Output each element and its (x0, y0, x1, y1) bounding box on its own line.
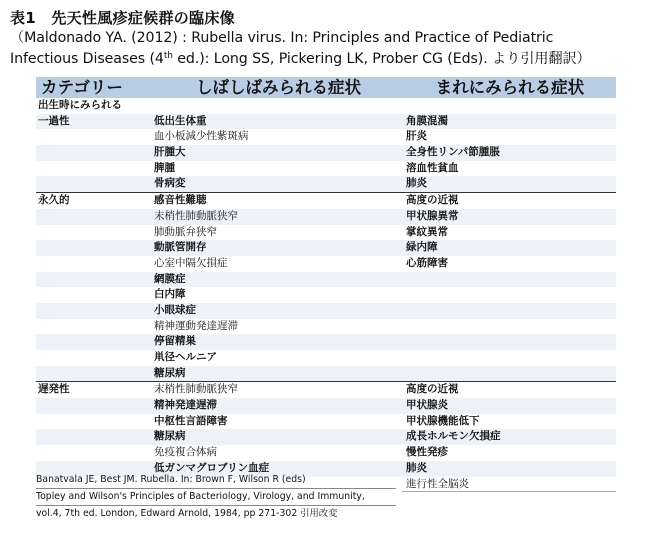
reference-line-3: vol.4, 7th ed. London, Edward Arnold, 1984, pp 271-302 引用改変 (36, 508, 338, 519)
rare-symptom-cell: 緑内障 (406, 241, 438, 254)
common-symptom-cell: 骨病変 (154, 177, 186, 190)
table-row (36, 381, 616, 398)
table-row (36, 225, 616, 241)
common-symptom-cell: 糖尿病 (154, 430, 186, 443)
rare-symptom-cell (402, 319, 616, 335)
common-symptom-cell: 精神運動発達遅滞 (154, 319, 238, 332)
category-cell (36, 225, 149, 241)
table-row (36, 129, 616, 145)
references (36, 472, 396, 522)
rare-symptom-cell: 肺炎 (406, 177, 427, 190)
rare-symptom-cell: 溶血性貧血 (406, 161, 459, 174)
table-title: 表1 先天性風疹症候群の臨床像 (10, 9, 235, 27)
category-cell (36, 287, 149, 303)
common-symptom-cell: 脾腫 (154, 161, 175, 174)
table-row (36, 319, 616, 335)
rare-symptom-cell: 角膜混濁 (406, 114, 448, 127)
rare-symptom-cell: 甲状腺機能低下 (406, 414, 480, 427)
common-symptom-cell: 糖尿病 (154, 366, 186, 379)
rare-symptom-cell: 高度の近視 (406, 194, 459, 207)
category-cell (36, 176, 149, 192)
table-row (36, 192, 616, 209)
citation-superscript: th (163, 51, 173, 61)
category-cell: 遅発性 (38, 383, 70, 396)
category-cell (36, 429, 149, 445)
rare-symptom-cell: 慢性発疹 (406, 446, 448, 459)
header-category: カテゴリー (41, 78, 123, 97)
table-row (36, 161, 616, 177)
category-cell: 永久的 (38, 194, 70, 207)
table-row (36, 209, 616, 225)
category-cell (36, 414, 149, 430)
common-symptom-cell: 感音性難聴 (154, 194, 207, 207)
header-rare-symptoms: まれにみられる症状 (435, 78, 585, 97)
common-symptom-cell: 低出生体重 (154, 114, 207, 127)
common-symptom-cell: 中枢性言語障害 (154, 414, 228, 427)
rare-symptom-cell: 全身性リンパ節腫脹 (406, 146, 500, 159)
common-symptom-cell: 停留精巣 (154, 335, 196, 348)
rare-symptom-cell: 肺炎 (406, 461, 427, 474)
common-symptom-cell: 末梢性肺動脈狭窄 (154, 383, 238, 396)
clinical-features-table (36, 77, 616, 492)
rare-symptom-cell (402, 272, 616, 288)
table-row (36, 350, 616, 366)
common-symptom-cell: 免疫複合体病 (154, 446, 217, 459)
rare-symptom-cell: 高度の近視 (406, 383, 459, 396)
category-cell (36, 303, 149, 319)
common-symptom-cell (149, 98, 402, 114)
rare-symptom-cell (402, 334, 616, 350)
rare-symptom-cell (402, 366, 616, 382)
table-row (36, 287, 616, 303)
category-cell (36, 350, 149, 366)
common-symptom-cell: 精神発達遅滞 (154, 399, 217, 412)
table-row (36, 366, 616, 382)
category-cell (36, 256, 149, 272)
rare-symptom-cell: 心筋障害 (406, 256, 448, 269)
category-cell (36, 398, 149, 414)
category-cell (36, 129, 149, 145)
table-row (36, 114, 616, 130)
table-body (36, 98, 616, 492)
common-symptom-cell: 低ガンマグロブリン血症 (154, 461, 270, 474)
category-cell (36, 445, 149, 461)
category-cell (36, 319, 149, 335)
rare-symptom-cell (402, 287, 616, 303)
table-header-row (36, 77, 616, 98)
citation-line-2 (10, 49, 650, 70)
table-row (36, 176, 616, 192)
common-symptom-cell: 小眼球症 (154, 303, 196, 316)
table-row (36, 145, 616, 161)
table-row (36, 303, 616, 319)
table-row (36, 334, 616, 350)
common-symptom-cell: 末梢性肺動脈狭窄 (154, 209, 238, 222)
rare-symptom-cell: 成長ホルモン欠損症 (406, 430, 501, 443)
table-row (36, 256, 616, 272)
table-row (36, 272, 616, 288)
rare-symptom-cell: 進行性全脳炎 (402, 477, 616, 493)
table-row (36, 240, 616, 256)
common-symptom-cell: 動脈管開存 (154, 241, 207, 254)
table-row (36, 398, 616, 414)
reference-line-2: Topley and Wilson's Principles of Bacteriology, Virology, and Immunity, (36, 489, 396, 506)
common-symptom-cell: 肝腫大 (154, 146, 186, 159)
common-symptom-cell: 血小板減少性紫斑病 (154, 130, 249, 143)
common-symptom-cell: 心室中隔欠損症 (154, 256, 228, 269)
category-cell (36, 209, 149, 225)
common-symptom-cell: 網膜症 (154, 272, 186, 285)
rare-symptom-cell (402, 350, 616, 366)
table-row (36, 445, 616, 461)
category-cell (36, 334, 149, 350)
rare-symptom-cell: 掌紋異常 (406, 225, 448, 238)
common-symptom-cell: 肺動脈弁狭窄 (154, 225, 217, 238)
category-cell: 一過性 (38, 114, 70, 127)
category-cell: 出生時にみられる (38, 99, 122, 111)
table-row (36, 429, 616, 445)
citation-line-2b: ed.): Long SS, Pickering LK, Prober CG (Eds). より引用翻訳） (172, 51, 591, 67)
citation (10, 28, 650, 70)
category-cell (36, 161, 149, 177)
common-symptom-cell: 白内障 (154, 288, 186, 301)
category-cell (36, 366, 149, 382)
rare-symptom-cell: 甲状腺炎 (406, 399, 448, 412)
reference-line-1: Banatvala JE, Best JM. Rubella. In: Brown F, Wilson R (eds) (36, 472, 396, 489)
rare-symptom-cell: 甲状腺異常 (406, 209, 459, 222)
table-row (36, 98, 616, 114)
rare-symptom-cell (402, 98, 616, 114)
category-cell (36, 272, 149, 288)
citation-line-2a: Infectious Diseases (4 (10, 51, 164, 67)
category-cell (36, 145, 149, 161)
category-cell (36, 240, 149, 256)
header-common-symptoms: しばしばみられる症状 (195, 78, 361, 97)
table-row (36, 414, 616, 430)
common-symptom-cell: 鼡径ヘルニア (154, 351, 217, 363)
rare-symptom-cell: 肝炎 (406, 130, 427, 143)
citation-line-1: （Maldonado YA. (2012) : Rubella virus. In: Principles and Practice of Pediatric (10, 30, 554, 46)
rare-symptom-cell (402, 303, 616, 319)
